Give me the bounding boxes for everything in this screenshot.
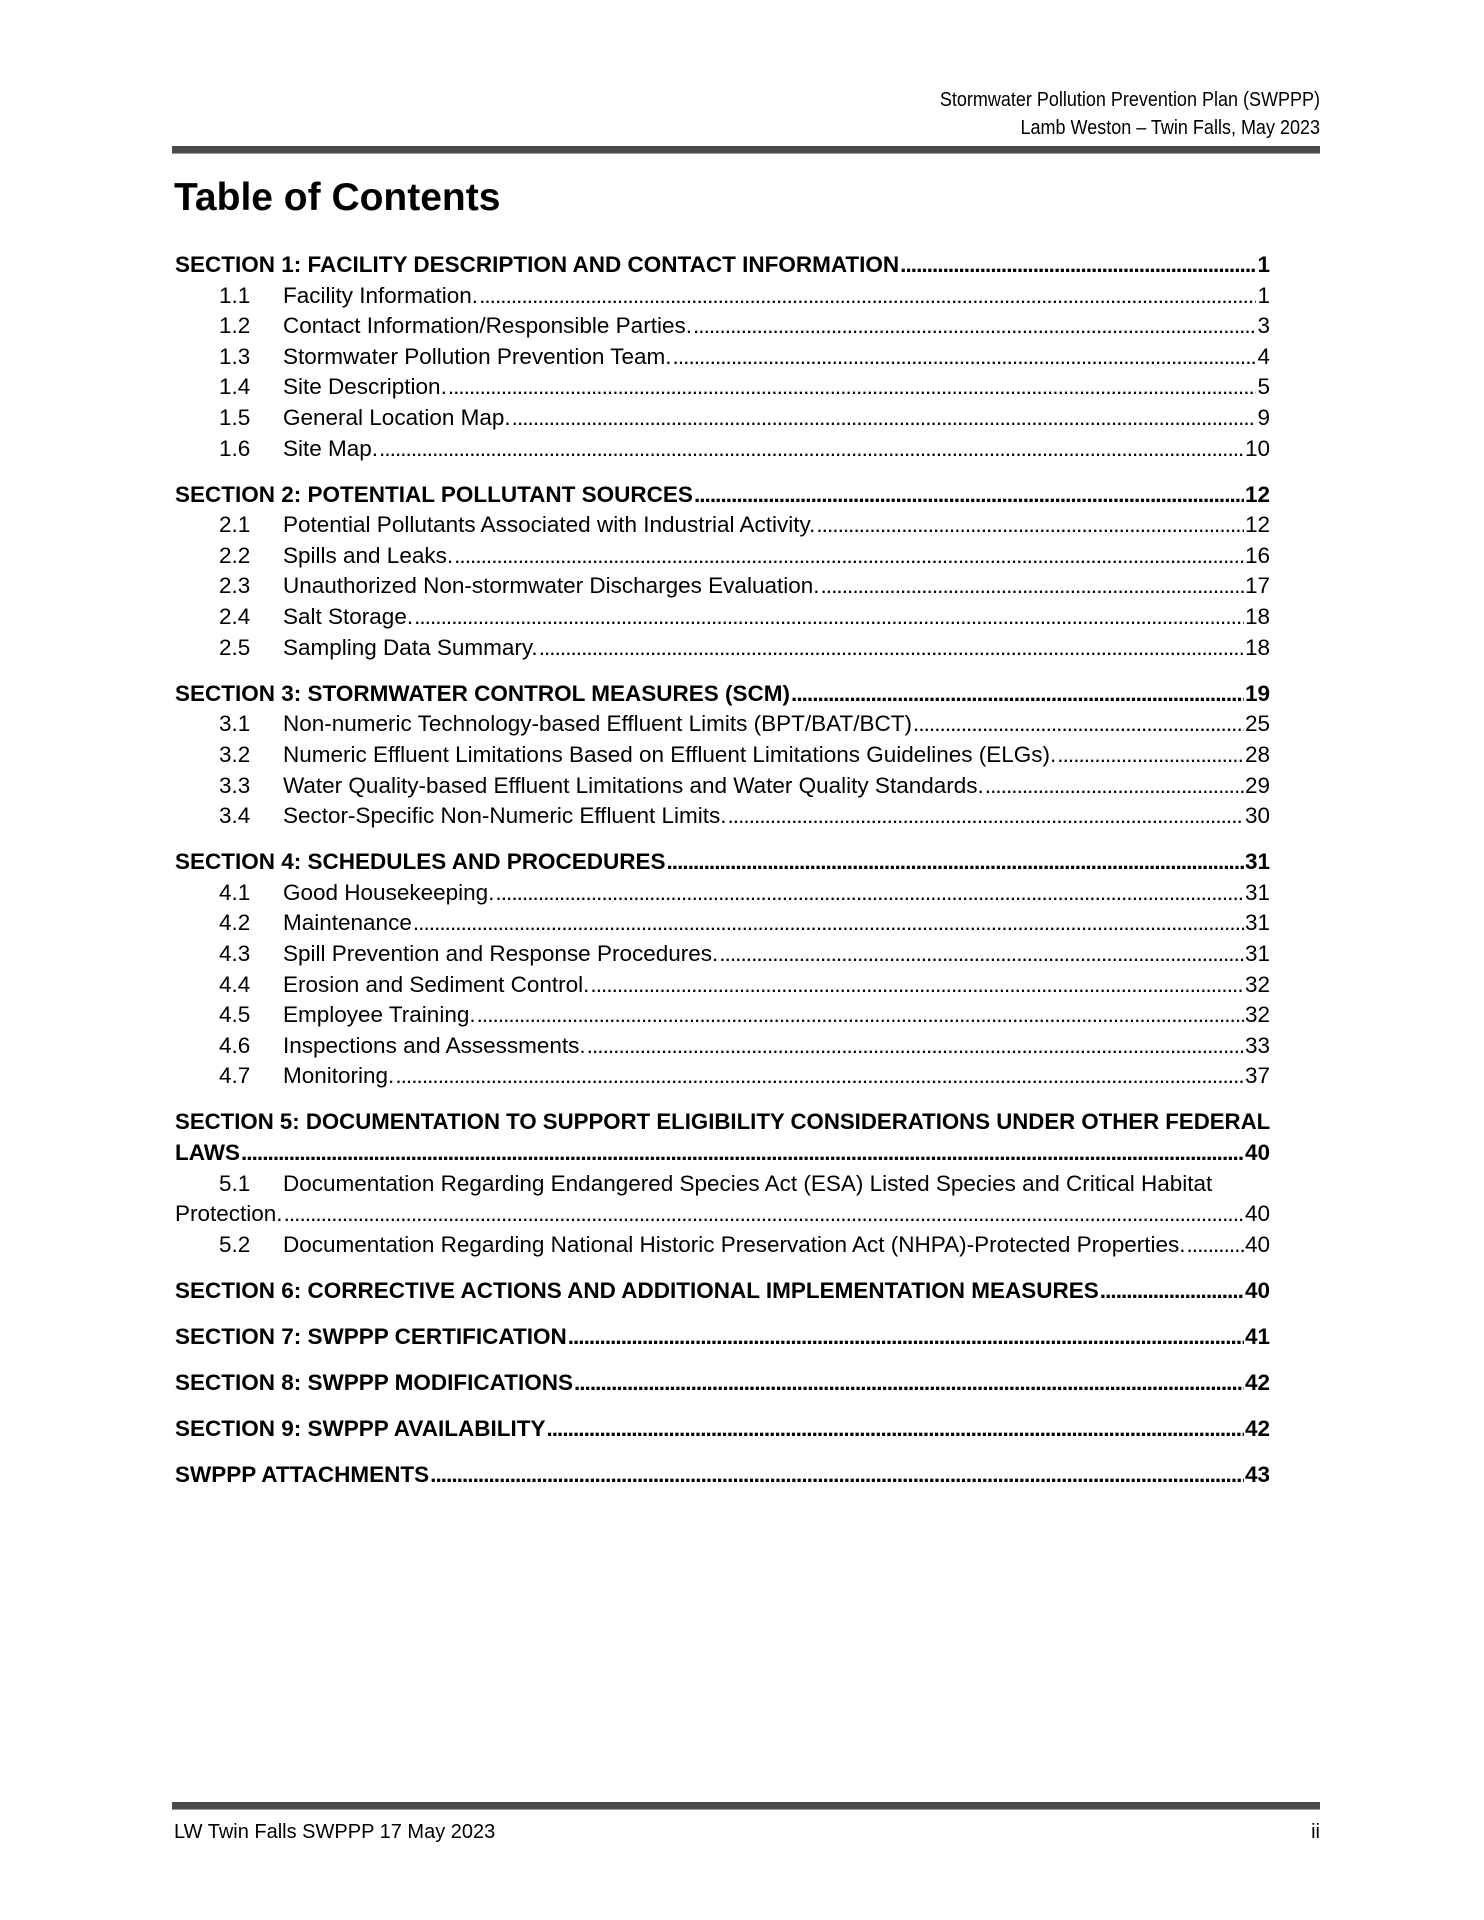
toc-entry-4-3[interactable] [175, 939, 1270, 970]
toc-entry-1-6[interactable] [175, 434, 1270, 465]
toc-entry-label: Erosion and Sediment Control. [283, 971, 590, 997]
dot-leader [1100, 1276, 1244, 1307]
toc-entry-2-2[interactable] [175, 541, 1270, 572]
toc-entry-label: SECTION 7: SWPPP CERTIFICATION [175, 1324, 567, 1349]
toc-entry-2-4[interactable] [175, 602, 1270, 633]
toc-entry-label: Employee Training. [283, 1002, 476, 1028]
toc-entry-number: 2.2 [219, 542, 251, 568]
toc-entry-1-1[interactable] [175, 281, 1270, 312]
dot-leader [568, 1322, 1244, 1353]
toc-entry-label: Non-numeric Technology-based Effluent Limits (BPT/BAT/BCT) [283, 711, 913, 737]
toc-section-5[interactable] [175, 1138, 1270, 1169]
toc-entry-5-1[interactable] [175, 1199, 1270, 1230]
dot-leader [379, 434, 1244, 465]
toc-page-number: 37 [1244, 1063, 1270, 1089]
toc-entry-label: Protection. [175, 1201, 283, 1227]
toc-entry-4-7[interactable] [175, 1061, 1270, 1092]
toc-entry-label: Spills and Leaks. [283, 542, 454, 568]
dot-leader [913, 709, 1244, 740]
toc-entry-5-2[interactable] [175, 1230, 1270, 1261]
dot-leader [413, 908, 1244, 939]
toc-entry-number: 4.7 [219, 1063, 251, 1089]
header-rule [172, 146, 1320, 154]
toc-entry-number: 1.6 [219, 435, 251, 461]
toc-entry-number: 4.3 [219, 940, 251, 966]
table-of-contents [175, 250, 1270, 1491]
toc-entry-4-6[interactable] [175, 1031, 1270, 1062]
toc-entry-3-3[interactable] [175, 771, 1270, 802]
toc-page-number: 40 [1244, 1277, 1270, 1303]
dot-leader [791, 679, 1244, 710]
toc-entry-label: SECTION 3: STORMWATER CONTROL MEASURES (SCM) [175, 680, 791, 706]
toc-entry-label: Facility Information. [283, 282, 479, 308]
toc-page-number: 18 [1244, 634, 1270, 660]
toc-page-number: 12 [1244, 512, 1270, 538]
toc-page-number: 1 [1257, 252, 1270, 277]
toc-entry-1-3[interactable] [175, 342, 1270, 373]
toc-entry-2-1[interactable] [175, 510, 1270, 541]
dot-leader [539, 633, 1244, 664]
toc-page-number: 16 [1244, 542, 1270, 568]
dot-leader [1057, 740, 1244, 771]
toc-entry-number: 3.2 [219, 741, 251, 767]
toc-entry-label: Water Quality-based Effluent Limitations and Water Quality Standards. [283, 772, 984, 798]
toc-page-number: 12 [1244, 481, 1270, 507]
toc-entry-label: Documentation Regarding National Historic Preservation Act (NHPA)-Protected Properties. [283, 1231, 1186, 1257]
dot-leader [414, 602, 1244, 633]
dot-leader [728, 801, 1244, 832]
toc-entry-number: 5.2 [219, 1231, 251, 1257]
toc-entry-label: Monitoring. [283, 1063, 395, 1089]
toc-page-number: 33 [1244, 1032, 1270, 1058]
toc-entry-number: 4.1 [219, 879, 251, 905]
dot-leader [821, 571, 1244, 602]
toc-entry-number: 5.1 [219, 1170, 251, 1196]
toc-page-number: 5 [1257, 374, 1270, 400]
toc-entry-label: Numeric Effluent Limitations Based on Effluent Limitations Guidelines (ELGs). [283, 741, 1057, 767]
toc-entry-number: 1.4 [219, 374, 251, 400]
footer-document-id: LW Twin Falls SWPPP 17 May 2023 [174, 1821, 496, 1843]
dot-leader [673, 342, 1257, 373]
toc-entry-label: Sector-Specific Non-Numeric Effluent Limits. [283, 803, 727, 829]
toc-entry-label: Inspections and Assessments. [283, 1032, 586, 1058]
toc-page-number: 41 [1244, 1324, 1270, 1349]
toc-section-9[interactable] [175, 1414, 1270, 1445]
toc-entry-label: General Location Map. [283, 404, 511, 430]
dot-leader [512, 403, 1257, 434]
dot-leader [900, 250, 1256, 281]
toc-entry-2-3[interactable] [175, 571, 1270, 602]
dot-leader [284, 1199, 1244, 1230]
dot-leader [693, 311, 1257, 342]
toc-section-6[interactable] [175, 1276, 1270, 1307]
toc-page-number: 32 [1244, 971, 1270, 997]
toc-entry-label: Potential Pollutants Associated with Industrial Activity. [283, 512, 816, 538]
toc-entry-number: 2.5 [219, 634, 251, 660]
dot-leader [574, 1368, 1244, 1399]
toc-entry-label: SECTION 1: FACILITY DESCRIPTION AND CONTACT INFORMATION [175, 252, 900, 277]
toc-entry-label: Spill Prevention and Response Procedures. [283, 940, 719, 966]
toc-entry-number: 3.3 [219, 772, 251, 798]
toc-entry-label: Salt Storage. [283, 604, 414, 630]
toc-entry-3-1[interactable] [175, 709, 1270, 740]
toc-entry-label: Good Housekeeping. [283, 879, 495, 905]
toc-entry-label: SWPPP ATTACHMENTS [175, 1462, 430, 1488]
toc-entry-2-5[interactable] [175, 633, 1270, 664]
toc-section-2[interactable] [175, 480, 1270, 511]
toc-page-number: 28 [1244, 741, 1270, 767]
toc-entry-4-1[interactable] [175, 878, 1270, 909]
toc-page-number: 42 [1244, 1370, 1270, 1396]
footer-rule [172, 1802, 1320, 1810]
toc-entry-label: Stormwater Pollution Prevention Team. [283, 343, 672, 369]
dot-leader [590, 970, 1244, 1001]
dot-leader [495, 878, 1244, 909]
running-header [287, 86, 1320, 142]
toc-entry-label: SECTION 4: SCHEDULES AND PROCEDURES [175, 849, 666, 875]
toc-entry-3-2[interactable] [175, 740, 1270, 771]
toc-entry-4-4[interactable] [175, 970, 1270, 1001]
toc-entry-number: 4.2 [219, 910, 251, 936]
toc-entry-label: SECTION 5: DOCUMENTATION TO SUPPORT ELIGIBILITY CONSIDERATIONS UNDER OTHER FEDERAL [175, 1109, 1271, 1135]
dot-leader [454, 541, 1244, 572]
toc-entry-label: SECTION 2: POTENTIAL POLLUTANT SOURCES [175, 481, 693, 507]
toc-entry-number: 1.1 [219, 282, 251, 308]
page-title: Table of Contents [174, 176, 501, 219]
toc-page-number: 40 [1244, 1140, 1270, 1166]
toc-entry-label: Unauthorized Non-stormwater Discharges Evaluation. [283, 573, 820, 599]
header-facility-date: Lamb Weston – Twin Falls, May 2023 [1020, 117, 1320, 139]
dot-leader [395, 1061, 1244, 1092]
toc-entry-label: SECTION 6: CORRECTIVE ACTIONS AND ADDITIONAL IMPLEMENTATION MEASURES [175, 1277, 1099, 1303]
dot-leader [985, 771, 1244, 802]
toc-entry-number: 3.1 [219, 711, 251, 737]
toc-entry-label: SECTION 9: SWPPP AVAILABILITY [175, 1416, 546, 1442]
toc-page-number: 3 [1257, 313, 1270, 339]
toc-section-1[interactable] [175, 250, 1270, 281]
toc-page-number: 30 [1244, 803, 1270, 829]
toc-section-3[interactable] [175, 679, 1270, 710]
dot-leader [477, 1000, 1244, 1031]
dot-leader [694, 480, 1244, 511]
toc-entry-1-4[interactable] [175, 372, 1270, 403]
toc-page-number: 4 [1257, 343, 1270, 369]
toc-page-number: 25 [1244, 711, 1270, 737]
toc-entry-4-5[interactable] [175, 1000, 1270, 1031]
toc-entry-label: Site Map. [283, 435, 379, 461]
toc-entry-label: Sampling Data Summary. [283, 634, 538, 660]
toc-entry-number: 1.2 [219, 313, 251, 339]
toc-page-number: 29 [1244, 772, 1270, 798]
toc-section-8[interactable] [175, 1368, 1270, 1399]
toc-entry-number: 2.1 [219, 512, 251, 538]
dot-leader [1186, 1230, 1243, 1261]
header-document-title: Stormwater Pollution Prevention Plan (SWPPP) [939, 89, 1320, 111]
dot-leader [479, 281, 1256, 312]
toc-entry-number: 4.5 [219, 1002, 251, 1028]
toc-page-number: 31 [1244, 910, 1270, 936]
dot-leader [430, 1460, 1244, 1491]
toc-section-5-line1[interactable] [175, 1107, 1271, 1138]
toc-entry-number: 2.4 [219, 604, 251, 630]
toc-entry-1-2[interactable] [175, 311, 1270, 342]
toc-entry-number: 3.4 [219, 803, 251, 829]
toc-entry-label: Maintenance [283, 910, 412, 936]
toc-entry-number: 4.6 [219, 1032, 251, 1058]
toc-entry-number: 4.4 [219, 971, 251, 997]
toc-entry-label: Documentation Regarding Endangered Species Act (ESA) Listed Species and Critical Habitat [283, 1170, 1213, 1196]
toc-entry-number: 1.5 [219, 404, 251, 430]
dot-leader [241, 1138, 1244, 1169]
toc-page-number: 42 [1244, 1416, 1270, 1442]
toc-entry-5-1-line1[interactable] [175, 1169, 1212, 1200]
toc-entry-1-5[interactable] [175, 403, 1270, 434]
toc-page-number: 43 [1244, 1462, 1270, 1488]
toc-section-4[interactable] [175, 847, 1270, 878]
toc-page-number: 1 [1257, 282, 1270, 308]
toc-page-number: 18 [1244, 604, 1270, 630]
dot-leader [719, 939, 1244, 970]
toc-page-number: 19 [1244, 680, 1270, 706]
toc-section-7[interactable] [175, 1322, 1270, 1353]
dot-leader [666, 847, 1243, 878]
dot-leader [587, 1031, 1244, 1062]
toc-page-number: 9 [1257, 404, 1270, 430]
toc-attachments[interactable] [175, 1460, 1270, 1491]
toc-entry-3-4[interactable] [175, 801, 1270, 832]
dot-leader [546, 1414, 1244, 1445]
toc-entry-number: 2.3 [219, 573, 251, 599]
toc-entry-label: SECTION 8: SWPPP MODIFICATIONS [175, 1370, 573, 1396]
toc-page-number: 17 [1244, 573, 1270, 599]
toc-page-number: 10 [1244, 435, 1270, 461]
toc-entry-4-2[interactable] [175, 908, 1270, 939]
toc-page-number: 31 [1244, 879, 1270, 905]
toc-page-number: 40 [1244, 1201, 1270, 1227]
toc-page-number: 31 [1244, 940, 1270, 966]
toc-entry-label: LAWS [175, 1140, 240, 1166]
dot-leader [816, 510, 1244, 541]
toc-page-number: 32 [1244, 1002, 1270, 1028]
toc-entry-number: 1.3 [219, 343, 251, 369]
footer-page-number: ii [1311, 1821, 1320, 1843]
toc-entry-label: Contact Information/Responsible Parties. [283, 313, 692, 339]
toc-entry-label: Site Description. [283, 374, 447, 400]
toc-page-number: 40 [1244, 1231, 1270, 1257]
toc-page-number: 31 [1244, 849, 1270, 875]
dot-leader [448, 372, 1257, 403]
